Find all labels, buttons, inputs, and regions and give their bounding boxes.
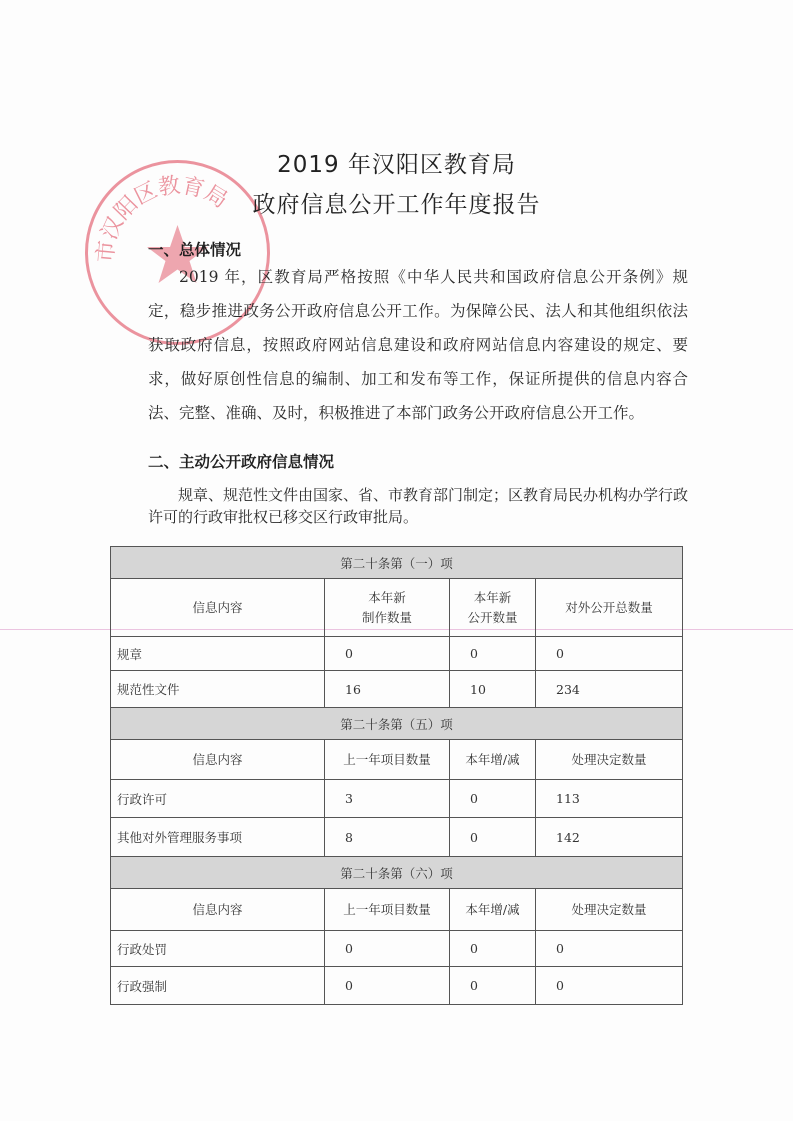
table-row: [111, 637, 683, 671]
section-header-cell: 第二十条第（一）项: [111, 547, 683, 579]
value-cell: 0: [325, 931, 450, 967]
section-header-row: [111, 708, 683, 740]
column-header-cell: 处理决定数量: [536, 889, 683, 931]
column-header-cell: 信息内容: [111, 740, 325, 780]
value-cell: 0: [450, 818, 536, 857]
section-header-row: [111, 857, 683, 889]
table-row: [111, 780, 683, 818]
column-header-row: [111, 740, 683, 780]
section-header-cell: 第二十条第（六）项: [111, 857, 683, 889]
column-header-row: [111, 579, 683, 637]
value-cell: 0: [536, 637, 683, 671]
value-cell: 0: [450, 780, 536, 818]
column-header-cell: 处理决定数量: [536, 740, 683, 780]
column-header-cell: 本年新 公开数量: [450, 579, 536, 637]
column-header-cell: 上一年项目数量: [325, 889, 450, 931]
section2-paragraph: 规章、规范性文件由国家、省、市教育部门制定；区教育局民办机构办学行政许可的行政审批权已移交区行政审批局。: [148, 486, 689, 526]
disclosure-table: [110, 546, 683, 1005]
section1-heading: 一、总体情况: [148, 241, 242, 259]
value-cell: 0: [450, 637, 536, 671]
section2-body: [148, 484, 688, 528]
column-header-cell: 本年增/减: [450, 889, 536, 931]
table-row: [111, 967, 683, 1005]
column-header-cell: 本年增/减: [450, 740, 536, 780]
row-label-cell: 行政处罚: [111, 931, 325, 967]
row-label-cell: 规章: [111, 637, 325, 671]
column-header-cell: 本年新 制作数量: [325, 579, 450, 637]
value-cell: 16: [325, 671, 450, 708]
row-label-cell: 其他对外管理服务事项: [111, 818, 325, 857]
row-label-cell: 规范性文件: [111, 671, 325, 708]
value-cell: 0: [536, 967, 683, 1005]
column-header-cell: 上一年项目数量: [325, 740, 450, 780]
value-cell: 8: [325, 818, 450, 857]
row-label-cell: 行政强制: [111, 967, 325, 1005]
section-header-row: [111, 547, 683, 579]
table-row: [111, 931, 683, 967]
report-title-line2: 政府信息公开工作年度报告: [252, 192, 541, 218]
column-header-row: [111, 889, 683, 931]
value-cell: 0: [536, 931, 683, 967]
value-cell: 10: [450, 671, 536, 708]
value-cell: 0: [450, 967, 536, 1005]
value-cell: 0: [325, 637, 450, 671]
section2-heading: 二、主动公开政府信息情况: [148, 453, 335, 471]
seal-text: 市汉阳区教育局: [93, 173, 232, 264]
section1-paragraph: 2019 年，区教育局严格按照《中华人民共和国政府信息公开条例》规定，稳步推进政务公开政府信息公开工作。为保障公民、法人和其他组织依法获取政府信息，按照政府网站信息建设和政府网站信息内容建设的规定、要求，做好原创性信息的编制、加工和发布等工作，保证所提供的信息内容合法、完整、准确、及时，积极推进了本部门政务公开政府信息公开工作。: [148, 268, 688, 422]
value-cell: 3: [325, 780, 450, 818]
value-cell: 142: [536, 818, 683, 857]
section-header-cell: 第二十条第（五）项: [111, 708, 683, 740]
column-header-cell: 信息内容: [111, 889, 325, 931]
report-title-line1: 2019 年汉阳区教育局: [277, 152, 516, 178]
column-header-cell: 对外公开总数量: [536, 579, 683, 637]
value-cell: 0: [450, 931, 536, 967]
column-header-cell: 信息内容: [111, 579, 325, 637]
section1-body: [148, 260, 688, 430]
value-cell: 234: [536, 671, 683, 708]
table-row: [111, 818, 683, 857]
value-cell: 0: [325, 967, 450, 1005]
row-label-cell: 行政许可: [111, 780, 325, 818]
value-cell: 113: [536, 780, 683, 818]
table-row: [111, 671, 683, 708]
